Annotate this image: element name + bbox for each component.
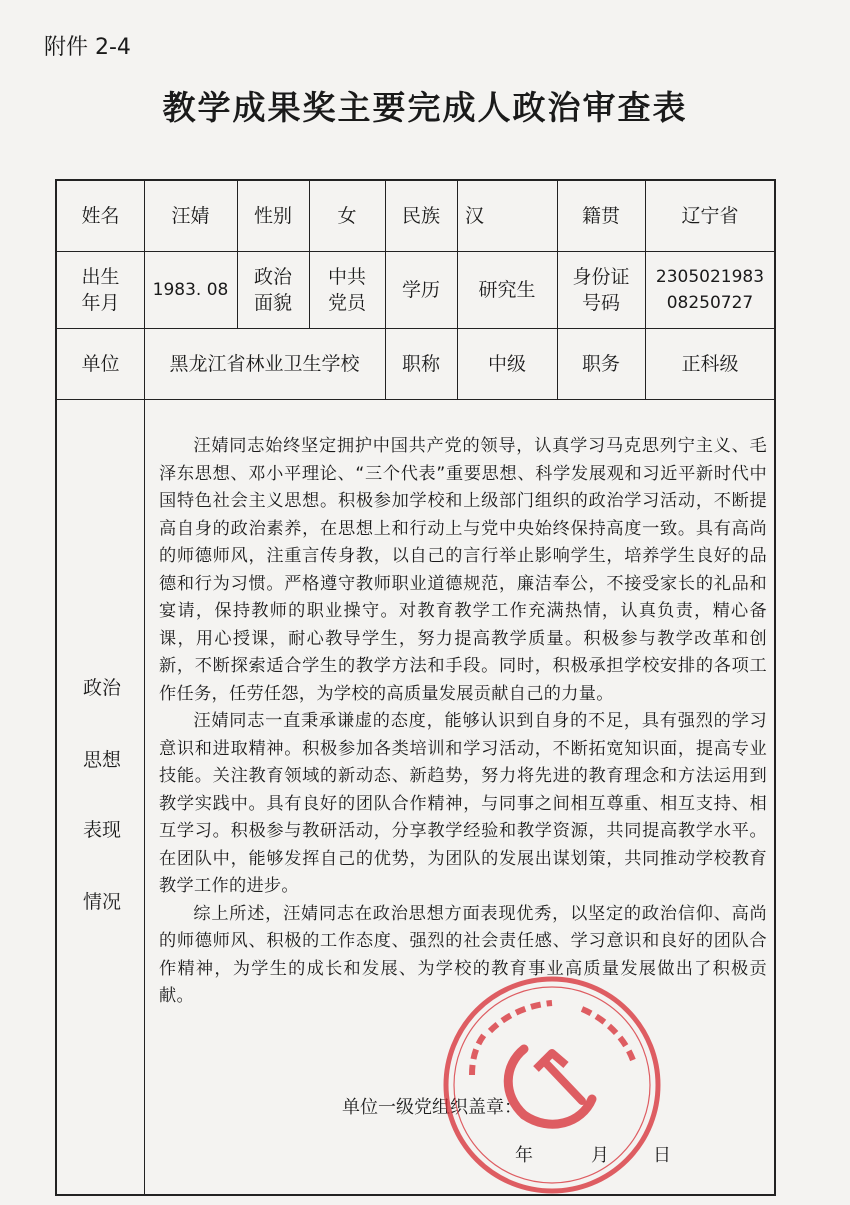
attachment-label: 附件 2-4: [44, 35, 131, 60]
paragraph-3: 综上所述，汪婧同志在政治思想方面表现优秀，以坚定的政治信仰、高尚的师德师风、积极的工作态度、强烈的社会责任感、学习意识和良好的团队合作精神，为学生的成长和发展、为学校的教育事业高质量发展做出了积极贡献。: [159, 903, 767, 1006]
title-label: 职称: [401, 352, 440, 375]
date-year: 年: [515, 1145, 533, 1166]
section-label-4: 情况: [82, 891, 121, 913]
political-label: 政治 面貌: [253, 265, 292, 314]
origin-value: 辽宁省: [681, 205, 739, 227]
position-label: 职务: [581, 352, 620, 375]
id-label: 身份证 号码: [572, 265, 630, 314]
evaluation-text: [159, 433, 767, 1011]
birth-label: 出生 年月: [81, 265, 120, 314]
unit-value: 黑龙江省林业卫生学校: [169, 352, 360, 375]
name-value: 汪婧: [171, 205, 210, 227]
gender-value: 女: [337, 205, 357, 227]
origin-label: 籍贯: [581, 205, 620, 227]
section-label-2: 思想: [82, 749, 121, 771]
paragraph-2: 汪婧同志一直秉承谦虚的态度，能够认识到自身的不足，具有强烈的学习意识和进取精神。积极参加各类培训和学习活动，不断拓宽知识面，提高专业技能。关注教育领域的新动态、新趋势，努力将先进的教育理念和方法运用到教学实践中。具有良好的团队合作精神，与同事之间相互尊重、相互支持、相互学习。积极参与教研活动，分享教学经验和教学资源，共同提高教学水平。在团队中，能够发挥自己的优势，为团队的发展出谋划策，共同推动学校教育教学工作的进步。: [159, 711, 767, 896]
seal-label: 单位一级党组织盖章：: [342, 1097, 522, 1118]
date-month: 月: [591, 1145, 609, 1166]
section-label-1: 政治: [82, 677, 121, 699]
section-label-3: 表现: [82, 819, 121, 841]
education-value: 研究生: [478, 278, 536, 301]
ethnicity-label: 民族: [401, 205, 440, 227]
ethnicity-value: 汉: [465, 205, 485, 227]
name-label: 姓名: [81, 205, 120, 227]
id-number-value: 2305021983 08250727: [655, 266, 765, 313]
paragraph-1: 汪婧同志始终坚定拥护中国共产党的领导，认真学习马克思列宁主义、毛泽东思想、邓小平理论、“三个代表”重要思想、科学发展观和习近平新时代中国特色社会主义思想。积极参加学校和上级部门组织的政治学习活动，不断提高自身的政治素养，在思想上和行动上与党中央始终保持高度一致。具有高尚的师德师风，注重言传身教，以自己的言行举止影响学生，培养学生良好的品德和行为习惯。严格遵守教师职业道德规范，廉洁奉公，不接受家长的礼品和宴请，保持教师的职业操守。对教育教学工作充满热情，认真负责，精心备课，用心授课，耐心教导学生，努力提高教学质量。积极参与教学改革和创新，不断探索适合学生的教学方法和手段。同时，积极承担学校安排的各项工作任务，任劳任怨，为学校的高质量发展贡献自己的力量。: [159, 436, 767, 704]
position-value: 正科级: [681, 352, 739, 375]
birth-value: 1983. 08: [152, 279, 229, 300]
date-day: 日: [653, 1145, 671, 1166]
education-label: 学历: [401, 278, 440, 301]
gender-label: 性别: [253, 205, 292, 227]
party-seal-stamp: [432, 965, 672, 1205]
unit-label: 单位: [81, 352, 120, 375]
political-value: 中共 党员: [327, 265, 366, 314]
title-value: 中级: [487, 352, 526, 375]
page-title: 教学成果奖主要完成人政治审查表: [162, 88, 688, 127]
